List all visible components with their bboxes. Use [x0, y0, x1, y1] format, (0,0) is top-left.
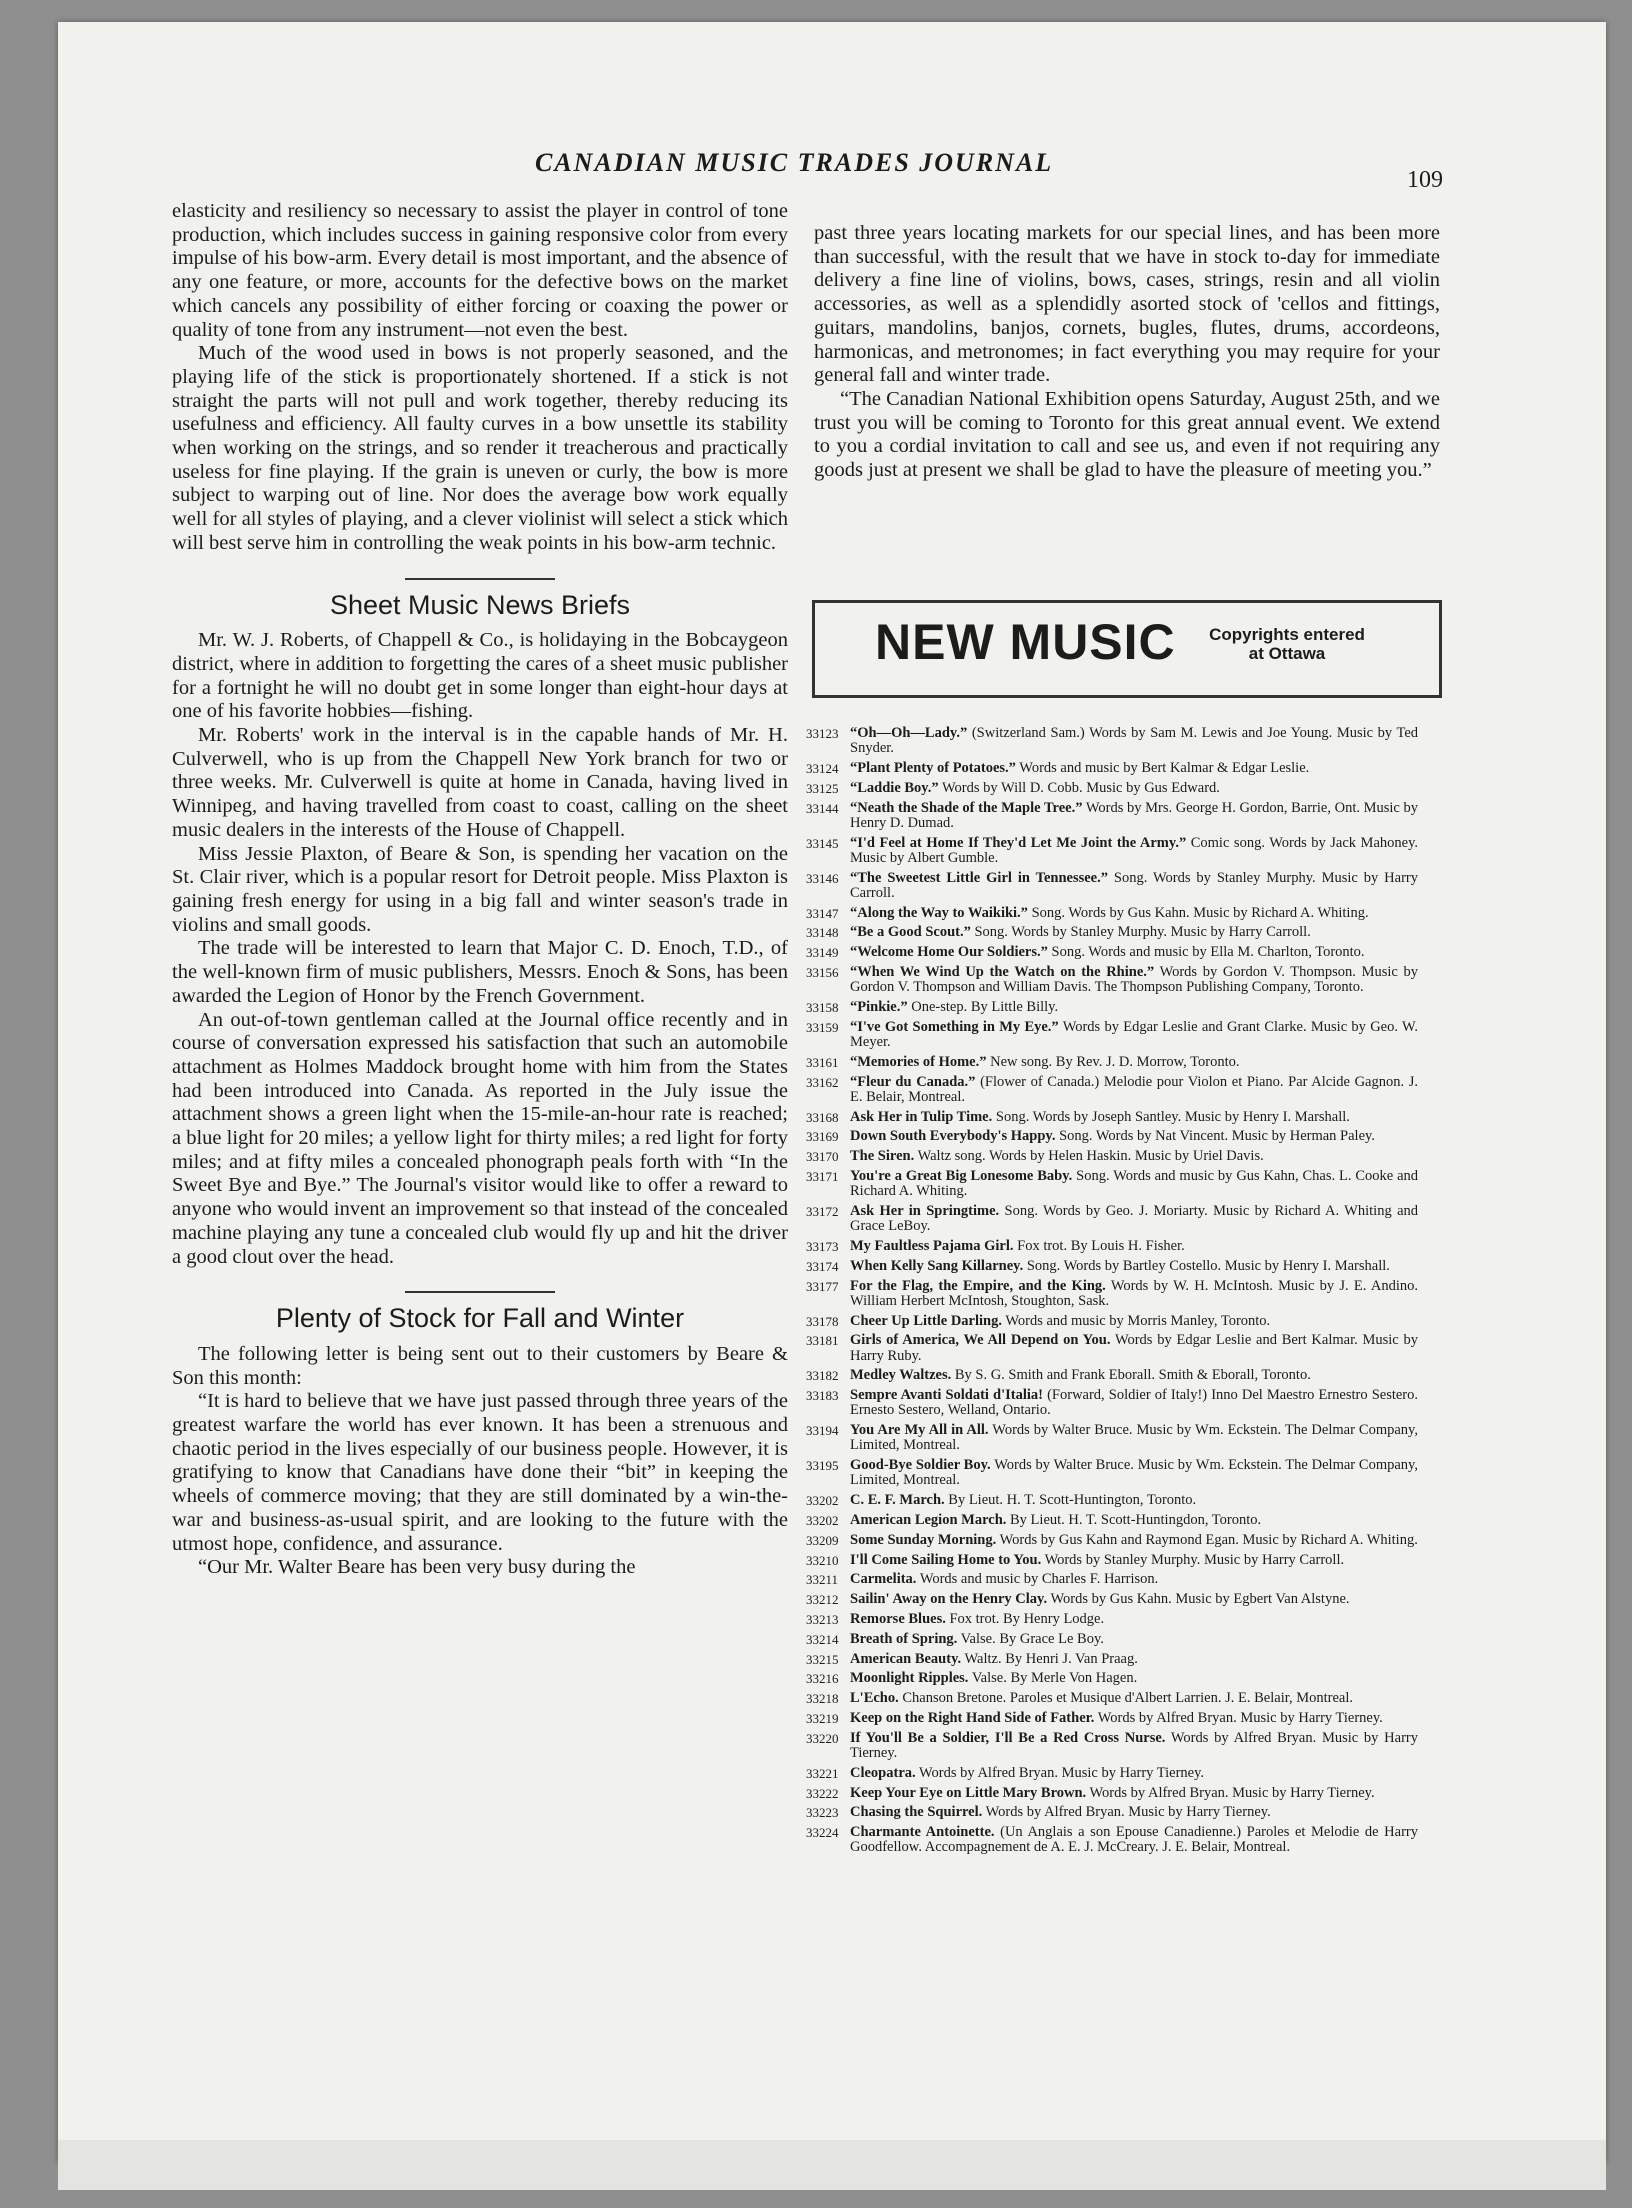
list-item	[770, 1805, 1418, 1820]
copyright-number: 33178	[806, 1313, 839, 1329]
news-paragraph: Mr. W. J. Roberts, of Chappell & Co., is holidaying in the Bobcaygeon district, where in addition to forgetting the cares of a sheet music publisher for a fortnight he will no doubt get in some longer than eight-hour days at one of his favorite hobbies—fishing.	[172, 629, 788, 723]
song-details: Song. Words by Stanley Murphy. Music by Harry Carroll.	[850, 869, 1418, 901]
list-item	[770, 1493, 1418, 1508]
page-number: 109	[1407, 167, 1443, 193]
song-details: Words by Alfred Bryan. Music by Harry Tierney.	[919, 1764, 1205, 1781]
page-bottom-edge	[58, 2140, 1606, 2190]
song-title: Moonlight Ripples.	[850, 1670, 969, 1687]
song-title: Charmante Antoinette.	[850, 1824, 995, 1841]
copyright-number: 33220	[806, 1730, 839, 1746]
copyright-number: 33148	[806, 925, 839, 941]
list-item	[770, 1204, 1418, 1234]
copyright-number: 33195	[806, 1458, 839, 1474]
song-title: Sempre Avanti Soldati d'Italia!	[850, 1387, 1043, 1404]
copyright-number: 33147	[806, 905, 839, 921]
song-title: “I'd Feel at Home If They'd Let Me Joint the Army.”	[850, 834, 1187, 851]
song-title: American Legion March.	[850, 1511, 1007, 1528]
list-item	[770, 1513, 1418, 1528]
song-details: Words by Will D. Cobb. Music by Gus Edward.	[942, 779, 1220, 796]
song-title: Some Sunday Morning.	[850, 1531, 997, 1548]
song-details: Words and music by Charles F. Harrison.	[919, 1571, 1159, 1588]
song-details: Song. Words by Joseph Santley. Music by Henry I. Marshall.	[995, 1108, 1350, 1125]
copyright-number: 33174	[806, 1258, 839, 1274]
song-details: Comic song. Words by Jack Mahoney. Music by Albert Gumble.	[850, 834, 1419, 866]
song-details: Valse. By Grace Le Boy.	[960, 1630, 1104, 1647]
song-details: Words by Alfred Bryan. Music by Harry Tierney.	[1097, 1709, 1383, 1726]
copyright-number: 33194	[806, 1423, 839, 1439]
list-item	[770, 1731, 1418, 1761]
song-details: Words by Walter Bruce. Music by Wm. Eckstein. The Delmar Company, Limited, Montreal.	[850, 1457, 1418, 1489]
copyright-number: 33149	[806, 945, 839, 961]
song-details: Chanson Bretone. Paroles et Musique d'Albert Larrien. J. E. Belair, Montreal.	[902, 1690, 1353, 1707]
list-item	[770, 1169, 1418, 1199]
song-title: When Kelly Sang Killarney.	[850, 1257, 1024, 1274]
song-title: Breath of Spring.	[850, 1630, 958, 1647]
section-rule	[405, 1291, 555, 1293]
song-details: Waltz. By Henri J. Van Praag.	[964, 1650, 1138, 1667]
song-details: Song. Words by Bartley Costello. Music by Henry I. Marshall.	[1026, 1257, 1390, 1274]
list-item	[770, 726, 1418, 756]
article-paragraph: Much of the wood used in bows is not properly seasoned, and the playing life of the stick is proportionately shortened. If a stick is not straight the parts will not pull and work together, thereby reducing its usefulness and efficiency. All faulty curves in a bow unsettle its stability when working on the strings, and so render it treacherous and practically useless for fine playing. If the grain is uneven or curly, the bow is more subject to warping out of line. Nor does the average bow work equally well for all styles of playing, and a clever violinist will select a stick which will best serve him in controlling the weak points in his bow-arm technic.	[172, 342, 788, 554]
song-details: By Lieut. H. T. Scott-Huntingdon, Toronto.	[1010, 1511, 1262, 1528]
list-item	[770, 1652, 1418, 1667]
list-item	[770, 1110, 1418, 1125]
news-paragraph: Mr. Roberts' work in the interval is in the capable hands of Mr. H. Culverwell, who is up from the Chappell New York branch for two or three weeks. Mr. Culverwell is quite at home in Canada, having lived in Winnipeg, and having travelled from coast to coast, calling on the sheet music dealers in the interests of the House of Chappell.	[172, 724, 788, 841]
list-item	[770, 836, 1418, 866]
list-item	[770, 1279, 1418, 1309]
copyright-number: 33221	[806, 1765, 839, 1781]
list-item	[770, 1129, 1418, 1144]
list-item	[770, 1075, 1418, 1105]
song-title: “The Sweetest Little Girl in Tennessee.”	[850, 869, 1108, 886]
list-item	[770, 1020, 1418, 1050]
song-details: (Switzerland Sam.) Words by Sam M. Lewis and Joe Young. Music by Ted Snyder.	[850, 725, 1418, 757]
copyright-number: 33213	[806, 1611, 839, 1627]
list-item	[770, 1239, 1418, 1254]
new-music-subtitle	[1187, 625, 1387, 663]
song-details: One-step. By Little Billy.	[911, 998, 1059, 1015]
song-details: Words by Gordon V. Thompson. Music by Gordon V. Thompson and William Davis. The Thompson Publishing Company, Toronto.	[850, 963, 1418, 996]
copyright-number: 33168	[806, 1109, 839, 1125]
song-title: “Along the Way to Waikiki.”	[850, 904, 1028, 921]
list-item	[770, 1766, 1418, 1781]
list-item	[770, 1786, 1418, 1801]
copyright-number: 33156	[806, 964, 839, 980]
song-title: Ask Her in Tulip Time.	[850, 1108, 993, 1125]
song-details: Song. Words and music by Gus Kahn, Chas. L. Cooke and Richard A. Whiting.	[850, 1167, 1419, 1200]
list-item	[770, 1533, 1418, 1548]
new-music-banner	[812, 600, 1442, 698]
copyright-number: 33181	[806, 1333, 839, 1349]
copyright-number: 33159	[806, 1019, 839, 1035]
copyright-number: 33219	[806, 1710, 839, 1726]
list-item	[770, 1368, 1418, 1383]
song-details: Fox trot. By Louis H. Fisher.	[1017, 1237, 1185, 1254]
list-item	[770, 1055, 1418, 1070]
song-title: Chasing the Squirrel.	[850, 1804, 983, 1821]
song-details: Song. Words by Nat Vincent. Music by Herman Paley.	[1059, 1128, 1375, 1145]
song-details: By S. G. Smith and Frank Eborall. Smith & Eborall, Toronto.	[954, 1367, 1311, 1384]
copyright-number: 33183	[806, 1388, 839, 1404]
letter-paragraph: past three years locating markets for our special lines, and has been more than successful, with the result that we have in stock to-day for immediate delivery a fine line of violins, bows, cases, strings, resin and all violin accessories, as well as a splendidly asorted stock of 'cellos and fittings, guitars, mandolins, banjos, cornets, bugles, flutes, drums, accordeons, harmonicas, and metronomes; in fact everything you may require for your general fall and winter trade.	[814, 222, 1440, 387]
song-title: Medley Waltzes.	[850, 1367, 952, 1384]
song-title: You Are My All in All.	[850, 1422, 989, 1439]
copyright-number: 33202	[806, 1512, 839, 1528]
list-item	[770, 1458, 1418, 1488]
copyright-number: 33210	[806, 1552, 839, 1568]
list-item	[770, 1572, 1418, 1587]
list-item	[770, 1000, 1418, 1015]
song-details: Fox trot. By Henry Lodge.	[949, 1610, 1105, 1627]
song-title: For the Flag, the Empire, and the King.	[850, 1277, 1106, 1294]
song-title: “Be a Good Scout.”	[850, 924, 971, 941]
copyright-number: 33214	[806, 1631, 839, 1647]
song-title: “Pinkie.”	[850, 998, 908, 1015]
copyright-number: 33216	[806, 1671, 839, 1687]
copyright-number: 33218	[806, 1691, 839, 1707]
copyright-number: 33177	[806, 1278, 839, 1294]
song-details: (Forward, Soldier of Italy!) Inno Del Maestro Ernestro Sestero. Ernesto Sestero, Welland, Ontario.	[850, 1387, 1419, 1419]
list-item	[770, 781, 1418, 796]
song-title: “Memories of Home.”	[850, 1053, 987, 1070]
song-details: New song. By Rev. J. D. Morrow, Toronto.	[990, 1053, 1240, 1070]
song-details: (Un Anglais a son Epouse Canadienne.) Paroles et Melodie de Harry Goodfellow. Accompagnement de A. E. J. McCreary. J. E. Belair, Montreal.	[850, 1824, 1418, 1856]
list-item	[770, 1612, 1418, 1627]
list-item	[770, 965, 1418, 995]
sheet-music-heading: Sheet Music News Briefs	[329, 589, 631, 620]
song-details: Words by Edgar Leslie and Grant Clarke. Music by Geo. W. Meyer.	[850, 1018, 1418, 1050]
list-item	[770, 1423, 1418, 1453]
song-details: By Lieut. H. T. Scott-Huntington, Toronto.	[948, 1492, 1197, 1509]
copyright-number: 33222	[806, 1785, 839, 1801]
list-item	[770, 1691, 1418, 1706]
copyright-number: 33169	[806, 1129, 839, 1145]
song-details: Song. Words by Geo. J. Moriarty. Music by Richard A. Whiting and Grace LeBoy.	[850, 1202, 1418, 1235]
copyright-number: 33123	[806, 726, 839, 741]
song-title: “When We Wind Up the Watch on the Rhine.”	[850, 963, 1155, 980]
list-item	[770, 761, 1418, 776]
list-item	[770, 1388, 1418, 1418]
song-details: Words by Stanley Murphy. Music by Harry Carroll.	[1044, 1551, 1345, 1568]
news-paragraph: An out-of-town gentleman called at the Journal office recently and in course of conversation expressed his satisfaction that such an automobile attachment as Holmes Maddock brought home with him from the States had been introduced into Canada. As reported in the July issue the attachment shows a green light when the 15-mile-an-hour rate is reached; a blue light for 20 miles; a yellow light for thirty miles; a red light for forty miles; and at fifty miles a concealed phonograph peals forth with “In the Sweet Bye and Bye.” The Journal's visitor would like to offer a reward to anyone who would invent an improvement so that instead of the concealed machine playing any tune a concealed club would fly up and hit the driver a good clout over the head.	[172, 1008, 789, 1268]
copyright-number: 33173	[806, 1238, 839, 1254]
song-title: “Laddie Boy.”	[850, 779, 939, 796]
song-details: Words and music by Bert Kalmar & Edgar Leslie.	[1019, 760, 1310, 776]
song-title: American Beauty.	[850, 1650, 962, 1667]
list-item	[770, 945, 1418, 960]
news-paragraph: The trade will be interested to learn that Major C. D. Enoch, T.D., of the well-known firm of music publishers, Messrs. Enoch & Sons, has been awarded the Legion of Honor by the French Government.	[172, 937, 788, 1007]
song-title: Keep Your Eye on Little Mary Brown.	[850, 1784, 1087, 1801]
list-item	[770, 1314, 1418, 1329]
new-music-title: NEW MUSIC	[875, 614, 1176, 670]
song-title: Down South Everybody's Happy.	[850, 1128, 1056, 1145]
song-title: The Siren.	[850, 1148, 915, 1165]
list-item	[770, 1259, 1418, 1274]
copyright-number: 33162	[806, 1074, 839, 1090]
song-title: If You'll Be a Soldier, I'll Be a Red Cross Nurse.	[850, 1729, 1166, 1746]
song-title: “Neath the Shade of the Maple Tree.”	[850, 799, 1083, 816]
stock-heading: Plenty of Stock for Fall and Winter	[275, 1303, 685, 1334]
list-item	[770, 1592, 1418, 1607]
song-details: Words by Edgar Leslie and Bert Kalmar. Music by Harry Ruby.	[850, 1332, 1418, 1364]
song-details: Words and music by Morris Manley, Toronto.	[1005, 1312, 1271, 1329]
subtitle-line: at Ottawa	[1248, 644, 1326, 663]
letter-paragraph: The following letter is being sent out to their customers by Beare & Son this month:	[172, 1342, 788, 1389]
song-title: You're a Great Big Lonesome Baby.	[850, 1167, 1073, 1184]
list-item	[770, 1711, 1418, 1726]
song-title: “Oh—Oh—Lady.”	[850, 725, 968, 741]
list-item	[770, 871, 1418, 901]
song-details: Valse. By Merle Von Hagen.	[971, 1670, 1138, 1687]
song-title: My Faultless Pajama Girl.	[850, 1237, 1014, 1254]
copyright-number: 33182	[806, 1368, 839, 1384]
song-title: Good-Bye Soldier Boy.	[850, 1457, 991, 1474]
song-title: L'Echo.	[850, 1690, 899, 1707]
song-title: Cleopatra.	[850, 1764, 916, 1781]
song-details: Words by Alfred Bryan. Music by Harry Tierney.	[985, 1804, 1271, 1821]
copyright-number: 33211	[806, 1572, 839, 1588]
copyright-number: 33161	[806, 1054, 839, 1070]
letter-paragraph: “The Canadian National Exhibition opens Saturday, August 25th, and we trust you will be coming to Toronto for this great annual event. We extend to you a cordial invitation to call and see us, and even if not requiring any goods just at present we shall be glad to have the pleasure of meeting you.”	[814, 387, 1440, 482]
letter-paragraph: “Our Mr. Walter Beare has been very busy during the	[198, 1556, 636, 1579]
song-title: “Fleur du Canada.”	[850, 1073, 976, 1090]
song-title: Cheer Up Little Darling.	[850, 1312, 1002, 1329]
letter-paragraph: “It is hard to believe that we have just passed through three years of the greatest warfare the world has ever known. It has been a strenuous and chaotic period in the lives especially of our business people. However, it is gratifying to know that Canadians have done their “bit” in keeping the wheels of commerce moving; that they are still dominated by a win-the-war and business-as-usual spirit, and are looking to the future with the utmost hope, confidence, and assurance.	[172, 1390, 788, 1555]
song-details: Words by Alfred Bryan. Music by Harry Tierney.	[1089, 1784, 1375, 1801]
copyright-number: 33171	[806, 1168, 839, 1184]
list-item	[770, 925, 1418, 940]
news-paragraph: Miss Jessie Plaxton, of Beare & Son, is spending her vacation on the St. Clair river, which is a popular resort for Detroit people. Miss Plaxton is gaining fresh energy for using in a big fall and winter season's trade in violins and small goods.	[172, 842, 788, 936]
song-title: Ask Her in Springtime.	[850, 1202, 1000, 1219]
journal-title: CANADIAN MUSIC TRADES JOURNAL	[535, 148, 1054, 177]
copyright-number: 33212	[806, 1592, 839, 1608]
copyright-number: 33145	[806, 835, 839, 851]
list-item	[770, 1632, 1418, 1647]
list-item	[770, 1671, 1418, 1686]
song-title: Girls of America, We All Depend on You.	[850, 1332, 1111, 1349]
song-details: Song. Words by Gus Kahn. Music by Richard A. Whiting.	[1031, 904, 1369, 921]
song-details: Words by Mrs. George H. Gordon, Barrie, Ont. Music by Henry D. Dumad.	[850, 799, 1418, 831]
song-title: I'll Come Sailing Home to You.	[850, 1551, 1042, 1568]
song-title: Carmelita.	[850, 1571, 917, 1588]
copyright-number: 33202	[806, 1493, 839, 1509]
list-item	[770, 1553, 1418, 1568]
list-item	[770, 1149, 1418, 1164]
copyright-number: 33124	[806, 761, 839, 776]
copyright-number: 33172	[806, 1203, 839, 1219]
copyright-number: 33224	[806, 1825, 839, 1841]
list-item	[770, 1825, 1418, 1855]
song-title: Sailin' Away on the Henry Clay.	[850, 1591, 1048, 1608]
new-music-list	[770, 726, 1418, 1860]
list-item	[770, 906, 1418, 921]
song-details: Song. Words by Stanley Murphy. Music by Harry Carroll.	[974, 924, 1311, 941]
left-column	[172, 200, 788, 1580]
song-details: Words by W. H. McIntosh. Music by J. E. Andino. William Herbert McIntosh, Stoughton, Sask.	[850, 1277, 1418, 1309]
right-column	[814, 222, 1440, 483]
song-title: “I've Got Something in My Eye.”	[850, 1018, 1059, 1035]
copyright-number: 33158	[806, 999, 839, 1015]
song-details: Song. Words and music by Ella M. Charlton, Toronto.	[1051, 944, 1365, 961]
song-details: (Flower of Canada.) Melodie pour Violon et Piano. Par Alcide Gagnon. J. E. Belair, Montreal.	[850, 1073, 1419, 1105]
copyright-number: 33125	[806, 780, 839, 796]
list-item	[770, 801, 1418, 831]
song-title: Remorse Blues.	[850, 1610, 946, 1627]
copyright-number: 33170	[806, 1149, 839, 1165]
article-paragraph: elasticity and resiliency so necessary to assist the player in control of tone production, which includes success in gaining responsive color from every impulse of his bow-arm. Every detail is most important, and the absence of any one feature, or more, accounts for the defective bows on the market which cancels any possibility of either forcing or coaxing the power or quality of tone from any instrument—not even the best.	[172, 200, 788, 341]
song-details: Waltz song. Words by Helen Haskin. Music by Uriel Davis.	[917, 1148, 1264, 1165]
list-item	[770, 1333, 1418, 1363]
song-title: “Welcome Home Our Soldiers.”	[850, 944, 1048, 961]
copyright-number: 33209	[806, 1532, 839, 1548]
copyright-number: 33144	[806, 800, 839, 816]
song-details: Words by Alfred Bryan. Music by Harry Tierney.	[850, 1729, 1418, 1761]
song-details: Words by Walter Bruce. Music by Wm. Eckstein. The Delmar Company, Limited, Montreal.	[850, 1422, 1418, 1454]
song-title: “Plant Plenty of Potatoes.”	[850, 760, 1016, 776]
song-details: Words by Gus Kahn and Raymond Egan. Music by Richard A. Whiting.	[999, 1531, 1418, 1548]
section-rule	[405, 578, 555, 580]
song-title: Keep on the Right Hand Side of Father.	[850, 1709, 1095, 1726]
copyright-number: 33146	[806, 870, 839, 886]
song-title: C. E. F. March.	[850, 1492, 945, 1509]
copyright-number: 33215	[806, 1651, 839, 1667]
subtitle-line: Copyrights entered	[1209, 625, 1365, 644]
song-details: Words by Gus Kahn. Music by Egbert Van Alstyne.	[1050, 1591, 1350, 1608]
copyright-number: 33223	[806, 1805, 839, 1821]
